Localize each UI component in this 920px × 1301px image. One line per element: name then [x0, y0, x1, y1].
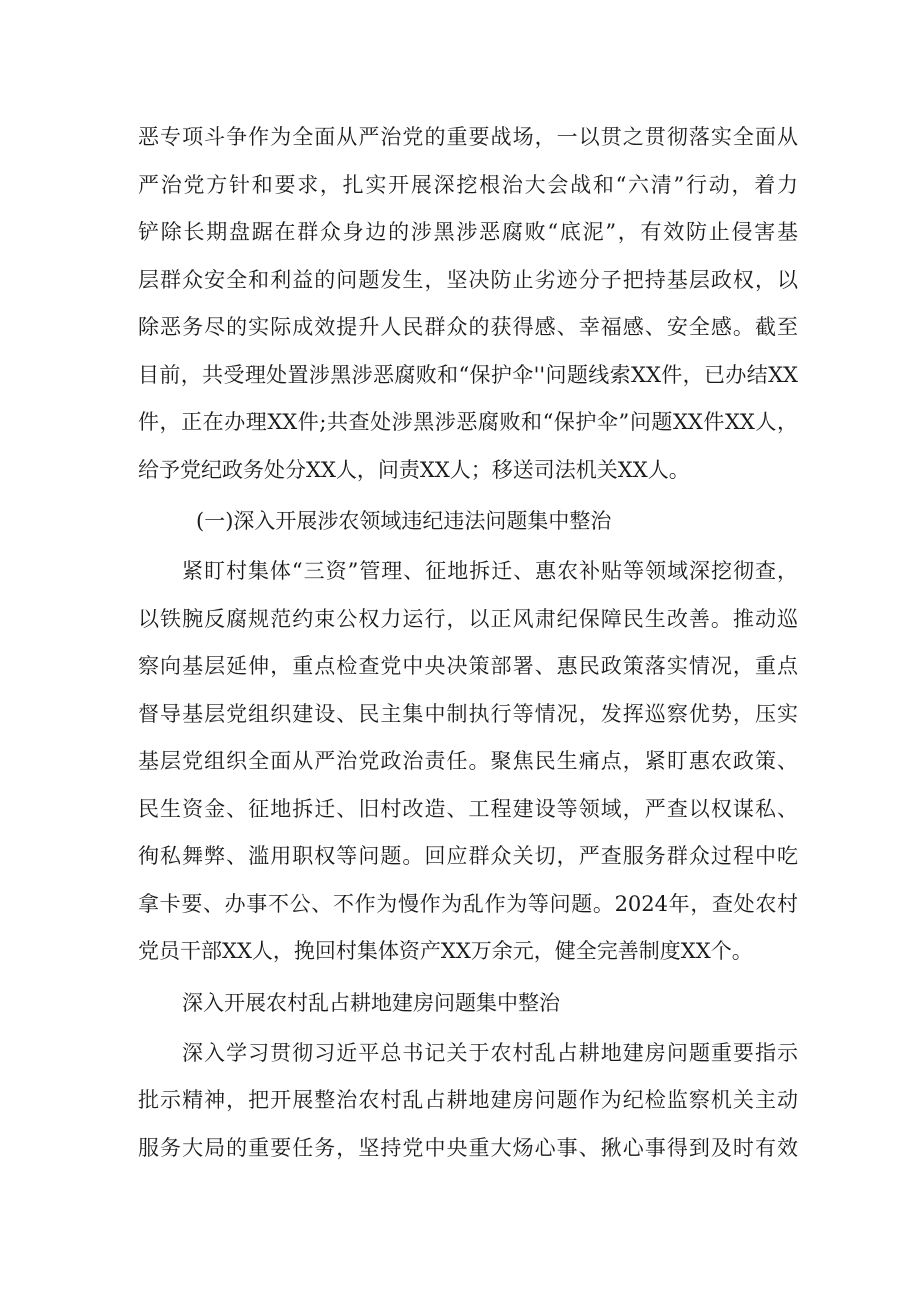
paragraph-2	[138, 548, 798, 976]
text-line: 基层党组织全面从严治党政治责任。聚焦民生痛点，紧盯惠农政策、	[138, 749, 798, 773]
text-line: 批示精神，把开展整治农村乱占耕地建房问题作为纪检监察机关主动	[138, 1088, 798, 1112]
text-line: 严治党方针和要求，扎实开展深挖根治大会战和“六清”行动，着力	[138, 172, 798, 197]
text-line: 深入学习贯彻习近平总书记关于农村乱占耕地建房问题重要指示	[182, 1040, 798, 1065]
text-line: 拿卡要、办事不公、不作为慢作为乱作为等问题。2024年，查处农村	[138, 891, 798, 916]
text-line: 目前，共受理处置涉黑涉恶腐败和“保护伞''问题线索XX件，已办结XX	[138, 362, 798, 387]
text-line: 除恶务尽的实际成效提升人民群众的获得感、幸福感、安全感。截至	[138, 315, 798, 339]
text-line: 服务大局的重要任务，坚持党中央重大炀心事、揪心事得到及时有效	[138, 1135, 798, 1160]
text-line: 党员干部XX人，挽回村集体资产XX万余元，健全完善制度XX个。	[138, 939, 753, 963]
text-line: 铲除长期盘踞在群众身边的涉黑涉恶腐败“底泥”，有效防止侵害基	[138, 220, 798, 244]
text-line: 徇私舞弊、滥用职权等问题。回应群众关切，严查服务群众过程中吃	[138, 844, 798, 868]
paragraph-3	[138, 1030, 798, 1173]
section-heading-2: 深入开展农村乱占耕地建房问题集中整治	[182, 990, 560, 1015]
text-line: 督导基层党组织建设、民主集中制执行等情况，发挥巡察优势，压实	[138, 701, 798, 726]
paragraph-1	[138, 114, 798, 494]
text-line: 以铁腕反腐规范约束公权力运行，以正风肃纪保障民生改善。推动巡	[138, 606, 798, 631]
document-body	[138, 114, 798, 1172]
text-line: 民生资金、征地拆迁、旧村改造、工程建设等领域，严查以权谋私、	[138, 796, 798, 821]
text-line: 紧盯村集体“三资”管理、征地拆迁、惠农补贴等领域深挖彻查，	[182, 559, 798, 583]
text-line: 给予党纪政务处分XX人，问责XX人；移送司法机关XX人。	[138, 457, 690, 482]
text-line: 件，正在办理XX件;共查处涉黑涉恶腐败和“保护伞”问题XX件XX人，	[138, 410, 798, 434]
section-heading-1: (一)深入开展涉农领域违纪违法问题集中整治	[196, 509, 612, 533]
text-line: 察向基层延伸，重点检查党中央决策部署、惠民政策落实情况，重点	[138, 654, 798, 678]
text-line: 层群众安全和利益的问题发生，坚决防止劣迹分子把持基层政权，以	[138, 267, 798, 292]
text-line: 恶专项斗争作为全面从严治党的重要战场，一以贯之贯彻落实全面从	[138, 125, 798, 149]
